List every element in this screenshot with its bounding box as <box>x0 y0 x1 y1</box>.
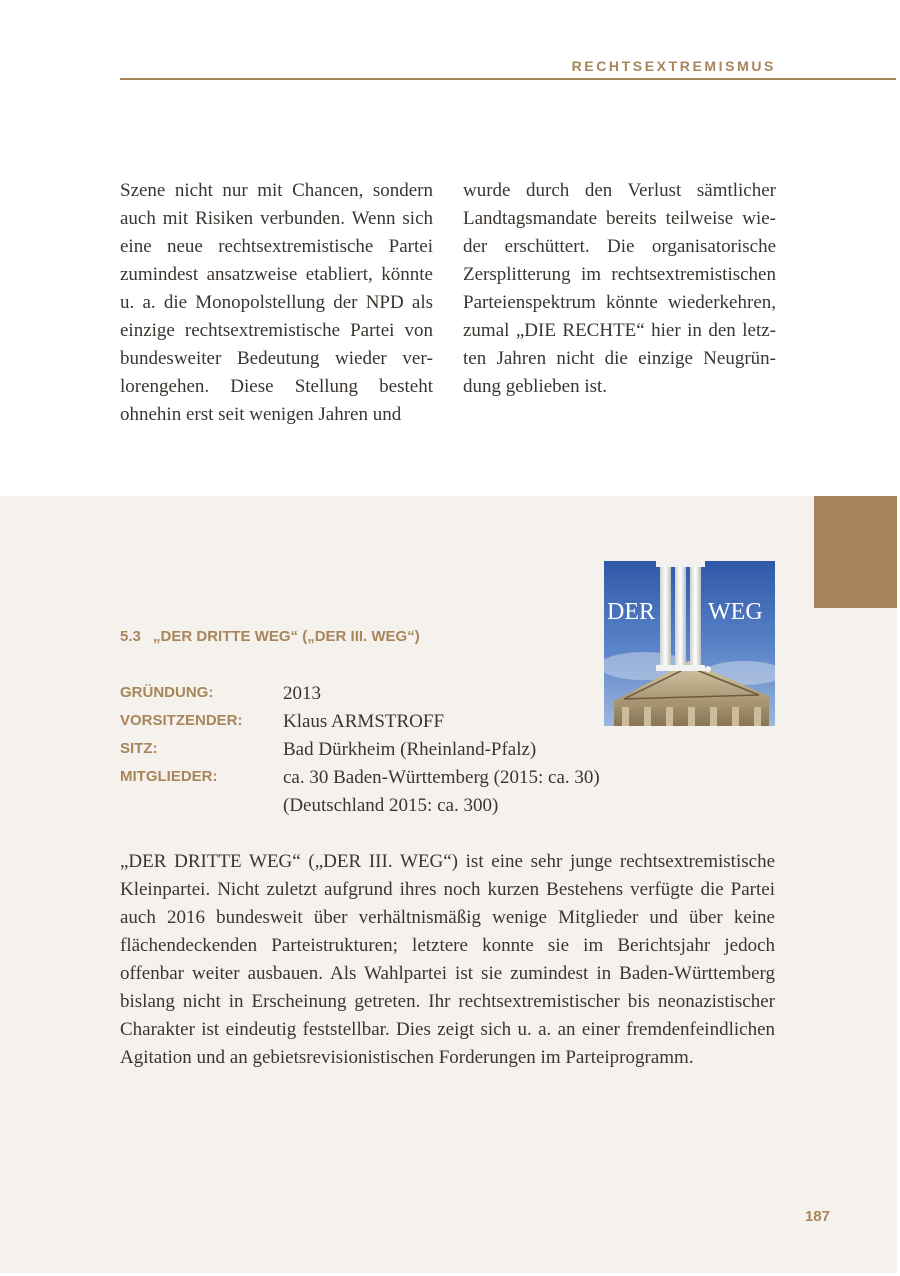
intro-left-column <box>120 177 433 429</box>
logo-text-right: WEG <box>708 599 763 625</box>
fact-label: VORSITZENDER: <box>120 712 243 729</box>
intro-right-text: wurde durch den Verlust sämtlicher Landtagsmandate bereits teilweise wieder erschüttert. Die organisatorische Zersplitterung im rechtsextremistischen Parteienspektrum könnte wiederkehren, zumal „DIE RECHTE“ hier in den letzten Jahren nicht die einzige Neugründung geblieben ist. <box>463 180 776 397</box>
chapter-tab-marker <box>814 496 897 608</box>
section-heading <box>120 628 420 645</box>
running-header <box>120 56 896 80</box>
fact-value: 2013 <box>283 683 321 704</box>
fact-label: GRÜNDUNG: <box>120 684 214 701</box>
fact-row-members-national <box>120 792 640 820</box>
running-header-title: RECHTSEXTREMISMUS <box>571 58 776 74</box>
fact-label: SITZ: <box>120 740 158 757</box>
section-title-text: „DER DRITTE WEG“ („DER III. WEG“) <box>153 628 420 645</box>
section-body-text: „DER DRITTE WEG“ („DER III. WEG“) ist eine sehr junge rechtsextremistische Kleinpartei. Nicht zuletzt aufgrund ihres noch kurzen Bestehens verfügte die Partei auch 2016 bundesweit über verhältnismäßig wenige Mitglieder und über keine flächendeckenden Parteistrukturen; letztere konnte sie im Berichtsjahr jedoch offenbar weiter ausbauen. Als Wahlpartei ist sie zumindest in Baden-Württemberg bislang nicht in Erscheinung getreten. Ihr rechtsextremistischer bis neonazistischer Charakter ist eindeutig feststellbar. Dies zeigt sich u. a. an einer fremdenfeindlichen Agitation und an gebietsrevisionistischen Forderungen im Parteiprogramm. <box>120 851 775 1068</box>
page-number: 187 <box>804 1208 830 1225</box>
fact-row-founding <box>120 680 640 708</box>
fact-label: MITGLIEDER: <box>120 768 218 785</box>
fact-row-members <box>120 764 640 792</box>
fact-row-chairman <box>120 708 640 736</box>
fact-value: Klaus ARMSTROFF <box>283 711 445 732</box>
logo-text-left: DER <box>607 599 655 625</box>
fact-value: ca. 30 Baden-Württemberg (2015: ca. 30) <box>283 767 600 788</box>
fact-row-seat <box>120 736 640 764</box>
intro-left-text: Szene nicht nur mit Chancen, sondern auch mit Risiken verbunden. Wenn sich eine neue rechtsextremistische Partei zumindest ansatzweise etabliert, könnte u. a. die Monopolstellung der NPD als einzige rechtsextremistische Partei von bundesweiter Bedeutung wieder verlorengehen. Diese Stellung besteht ohnehin erst seit wenigen Jahren und <box>120 180 433 425</box>
section-number: 5.3 <box>120 628 141 645</box>
fact-value: Bad Dürkheim (Rheinland-Pfalz) <box>283 739 537 760</box>
fact-value: (Deutschland 2015: ca. 300) <box>283 795 499 816</box>
intro-right-column <box>463 177 776 401</box>
party-facts <box>120 680 640 820</box>
